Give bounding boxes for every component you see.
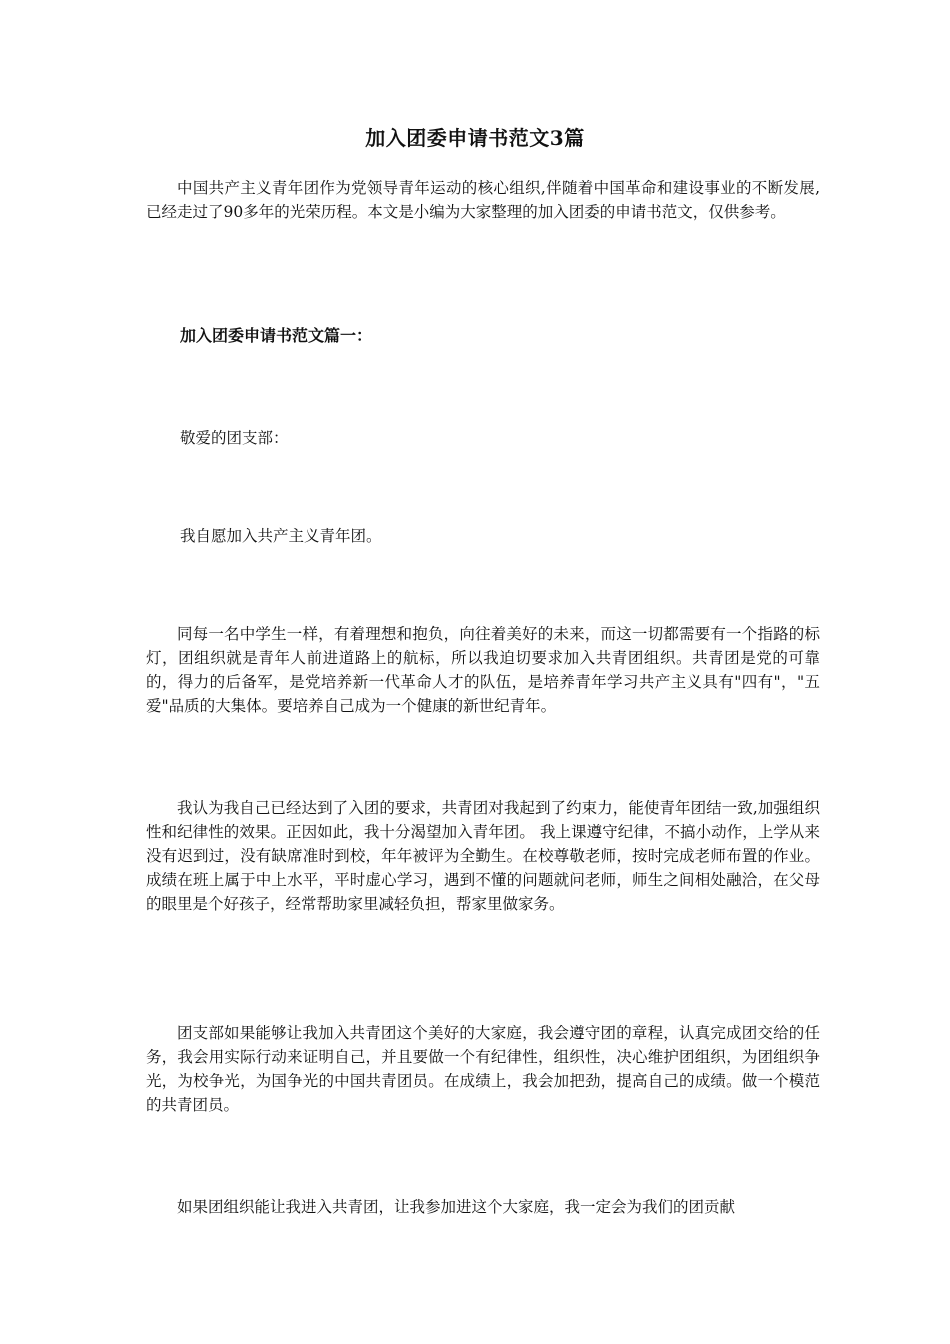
salutation: 敬爱的团支部： (180, 429, 289, 447)
paragraph-3: 我认为我自己已经达到了入团的要求，共青团对我起到了约束力，能使青年团结一致,加强组织性和纪律性的效果。正因如此，我十分渴望加入青年团。 我上课遵守纪律，不搞小动作，上学从来没有迟到过，没有缺席准时到校，年年被评为全勤生。在校尊敬老师，按时完成老师布置的作业。成绩在班上属于中上水平，平时虚心学习，遇到不懂的问题就问老师，师生之间相处融洽，在父母的眼里是个好孩子，经常帮助家里减轻负担，帮家里做家务。 (146, 799, 820, 913)
paragraph-1: 我自愿加入共产主义青年团。 (180, 527, 382, 545)
section-heading: 加入团委申请书范文篇一： (180, 326, 373, 345)
intro-paragraph: 中国共产主义青年团作为党领导青年运动的核心组织,伴随着中国革命和建设事业的不断发展,已经走过了90多年的光荣历程。本文是小编为大家整理的加入团委的申请书范文，仅供参考。 (146, 179, 820, 221)
document-title: 加入团委申请书范文3篇 (365, 126, 585, 150)
paragraph-4: 团支部如果能够让我加入共青团这个美好的大家庭，我会遵守团的章程，认真完成团交给的任务，我会用实际行动来证明自己，并且要做一个有纪律性，组织性，决心维护团组织，为团组织争光，为校争光，为国争光的中国共青团员。在成绩上，我会加把劲，提高自己的成绩。做一个模范的共青团员。 (146, 1024, 820, 1114)
paragraph-5: 如果团组织能让我进入共青团，让我参加进这个大家庭，我一定会为我们的团贡献 (177, 1198, 736, 1216)
paragraph-2: 同每一名中学生一样，有着理想和抱负，向往着美好的未来，而这一切都需要有一个指路的标灯，团组织就是青年人前进道路上的航标，所以我迫切要求加入共青团组织。共青团是党的可靠的，得力的后备军，是党培养新一代革命人才的队伍，是培养青年学习共产主义具有"四有"，"五爱"品质的大集体。要培养自己成为一个健康的新世纪青年。 (146, 625, 820, 715)
